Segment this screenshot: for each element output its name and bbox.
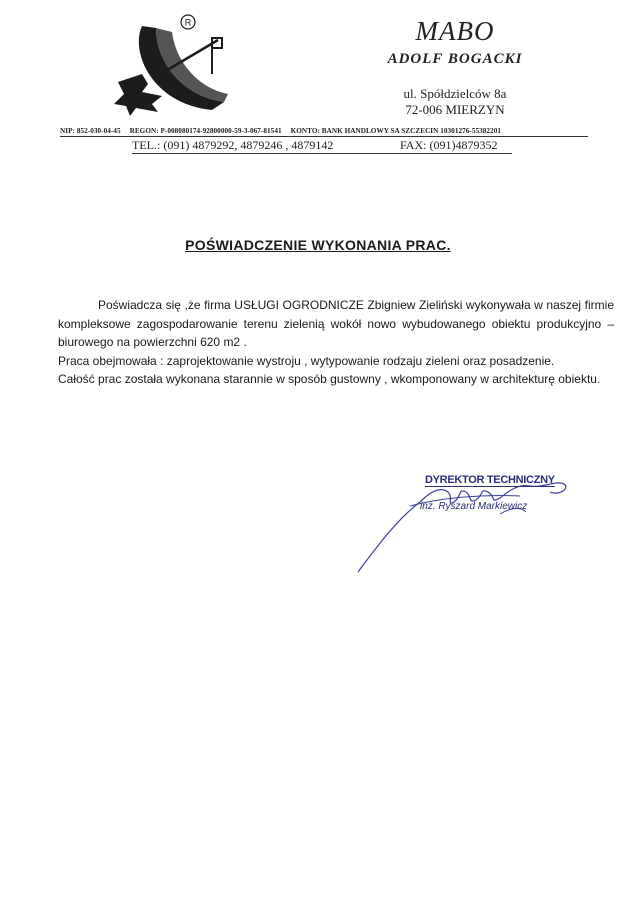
svg-text:R: R <box>184 17 192 28</box>
address-city: 72-006 MIERZYN <box>405 102 505 117</box>
phone-numbers: TEL.: (091) 4879292, 4879246 , 4879142 <box>132 138 334 152</box>
bank-account: KONTO: BANK HANDLOWY SA SZCZECIN 10301276-55382201 <box>290 127 501 135</box>
nip-number: NIP: 852-030-04-45 <box>60 127 121 135</box>
paragraph-scope: Praca obejmowała : zaprojektowanie wystroju , wytypowanie rodzaju zieleni oraz posadzenie. <box>58 353 555 368</box>
paragraph-confirmation: Poświadcza się ,że firma USŁUGI OGRODNICZE Zbigniew Zieliński wykonywała w naszej firmie kompleksowe zagospodarowanie terenu zielenią wokół nowo wybudowanego obiektu produkcyjno – biurowego na powierzchni 620 m2 . <box>58 298 614 349</box>
registry-line <box>60 127 588 137</box>
fax-number: FAX: (091)4879352 <box>400 138 498 152</box>
address-street: ul. Spółdzielców 8a <box>403 86 507 101</box>
company-name: MABO <box>415 16 495 46</box>
contact-line <box>132 138 512 154</box>
company-owner: ADOLF BOGACKI <box>387 51 523 67</box>
regon-number: REGON: P-008080174-92800000-59-3-067-81541 <box>129 127 282 135</box>
document-title: POŚWIADCZENIE WYKONANIA PRAC. <box>185 237 451 253</box>
signatory-name: inż. Ryszard Markiewicz <box>420 501 528 512</box>
document-body <box>58 296 614 389</box>
paragraph-quality: Całość prac została wykonana starannie w sposób gustowny , wkomponowany w architekturę obiektu. <box>58 372 601 386</box>
satellite-dish-logo-icon <box>112 12 242 124</box>
signatory-role: DYREKTOR TECHNICZNY <box>425 474 555 486</box>
